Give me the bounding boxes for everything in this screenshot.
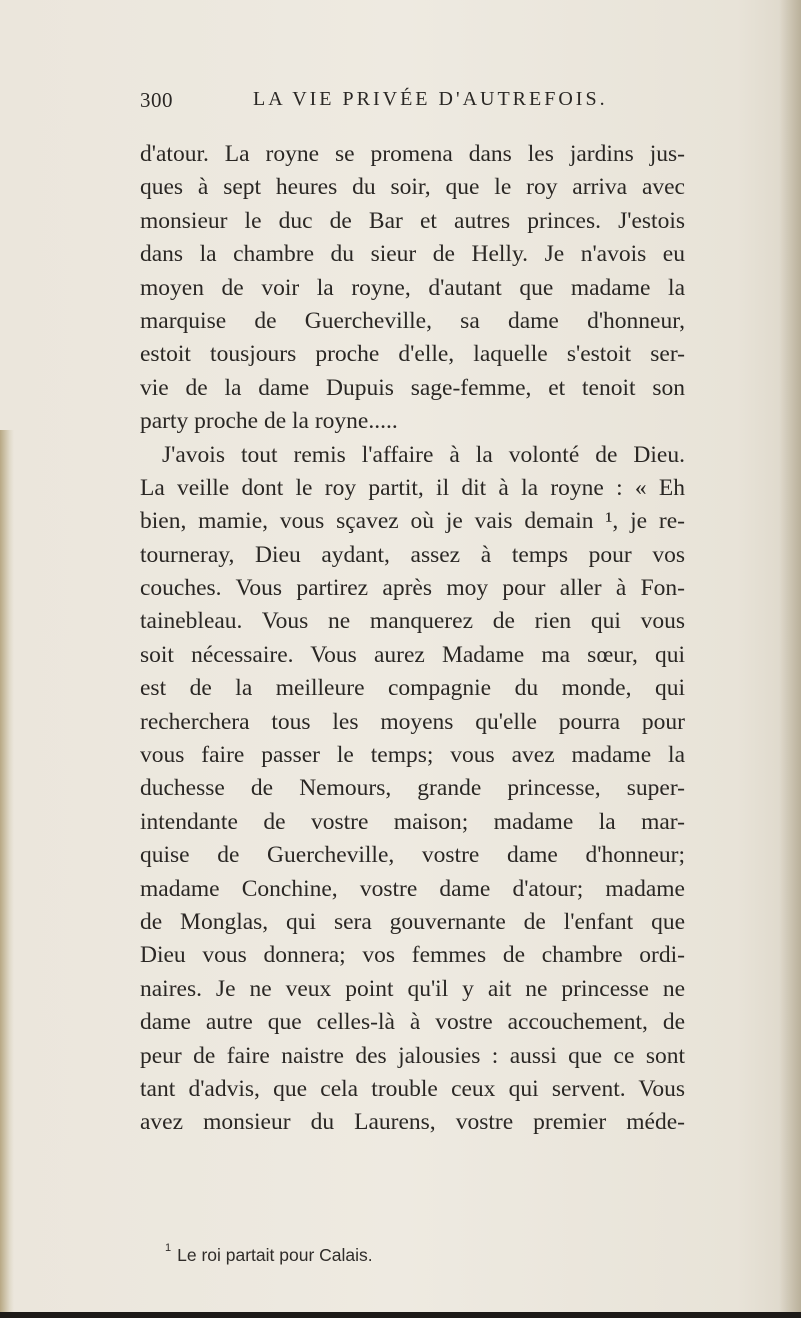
text-line: soit nécessaire. Vous aurez Madame ma sœur, qui: [140, 641, 685, 668]
text-line: tainebleau. Vous ne manquerez de rien qui vous: [140, 608, 685, 635]
text-line: tourneray, Dieu aydant, assez à temps pour vos: [140, 541, 685, 568]
text-line: tant d'advis, que cela trouble ceux qui servent. Vous: [140, 1075, 685, 1102]
text-line: bien, mamie, vous sçavez où je vais demain ¹, je re-: [140, 508, 685, 535]
text-line: vie de la dame Dupuis sage-femme, et tenoit son: [140, 374, 685, 401]
text-line: duchesse de Nemours, grande princesse, super-: [140, 775, 685, 802]
text-line: moyen de voir la royne, d'autant que madame la: [140, 274, 685, 301]
page-number: 300: [140, 88, 173, 112]
text-line: vous faire passer le temps; vous avez madame la: [140, 742, 685, 769]
footnote: [165, 1242, 373, 1266]
body-text: [140, 138, 685, 1140]
footnote-text: Le roi partait pour Calais.: [177, 1245, 373, 1265]
text-line: monsieur le duc de Bar et autres princes. J'estois: [140, 207, 685, 234]
text-line: recherchera tous les moyens qu'elle pourra pour: [140, 708, 685, 735]
text-line: ques à sept heures du soir, que le roy arriva avec: [140, 174, 685, 201]
running-title: LA VIE PRIVÉE D'AUTREFOIS.: [253, 88, 608, 110]
page-left-edge: [0, 430, 14, 1318]
text-line: J'avois tout remis l'affaire à la volonté de Dieu.: [162, 441, 685, 468]
text-line: party proche de la royne.....: [140, 408, 398, 435]
text-line: couches. Vous partirez après moy pour aller à Fon-: [140, 575, 685, 602]
text-line: naires. Je ne veux point qu'il y ait ne princesse ne: [140, 975, 685, 1002]
text-line: marquise de Guercheville, sa dame d'honneur,: [140, 307, 685, 334]
text-line: dame autre que celles-là à vostre accouchement, de: [140, 1009, 685, 1036]
footnote-marker: 1: [165, 1242, 172, 1255]
page-bottom-border: [0, 1312, 801, 1318]
text-line: intendante de vostre maison; madame la mar-: [140, 808, 685, 835]
text-line: avez monsieur du Laurens, vostre premier méde-: [140, 1109, 685, 1136]
text-line: d'atour. La royne se promena dans les jardins jus-: [140, 141, 685, 167]
page-right-edge: [779, 0, 801, 1318]
running-head: [140, 88, 680, 118]
text-line: La veille dont le roy partit, il dit à la royne : « Eh: [140, 474, 685, 501]
text-line: dans la chambre du sieur de Helly. Je n'avois eu: [140, 241, 685, 268]
text-line: de Monglas, qui sera gouvernante de l'enfant que: [140, 908, 685, 935]
text-line: Dieu vous donnera; vos femmes de chambre ordi-: [140, 942, 685, 969]
text-line: est de la meilleure compagnie du monde, qui: [140, 675, 685, 702]
text-line: quise de Guercheville, vostre dame d'honneur;: [140, 842, 685, 869]
text-line: peur de faire naistre des jalousies : aussi que ce sont: [140, 1042, 685, 1069]
text-line: madame Conchine, vostre dame d'atour; madame: [140, 875, 685, 902]
text-line: estoit tousjours proche d'elle, laquelle s'estoit ser-: [140, 341, 685, 368]
